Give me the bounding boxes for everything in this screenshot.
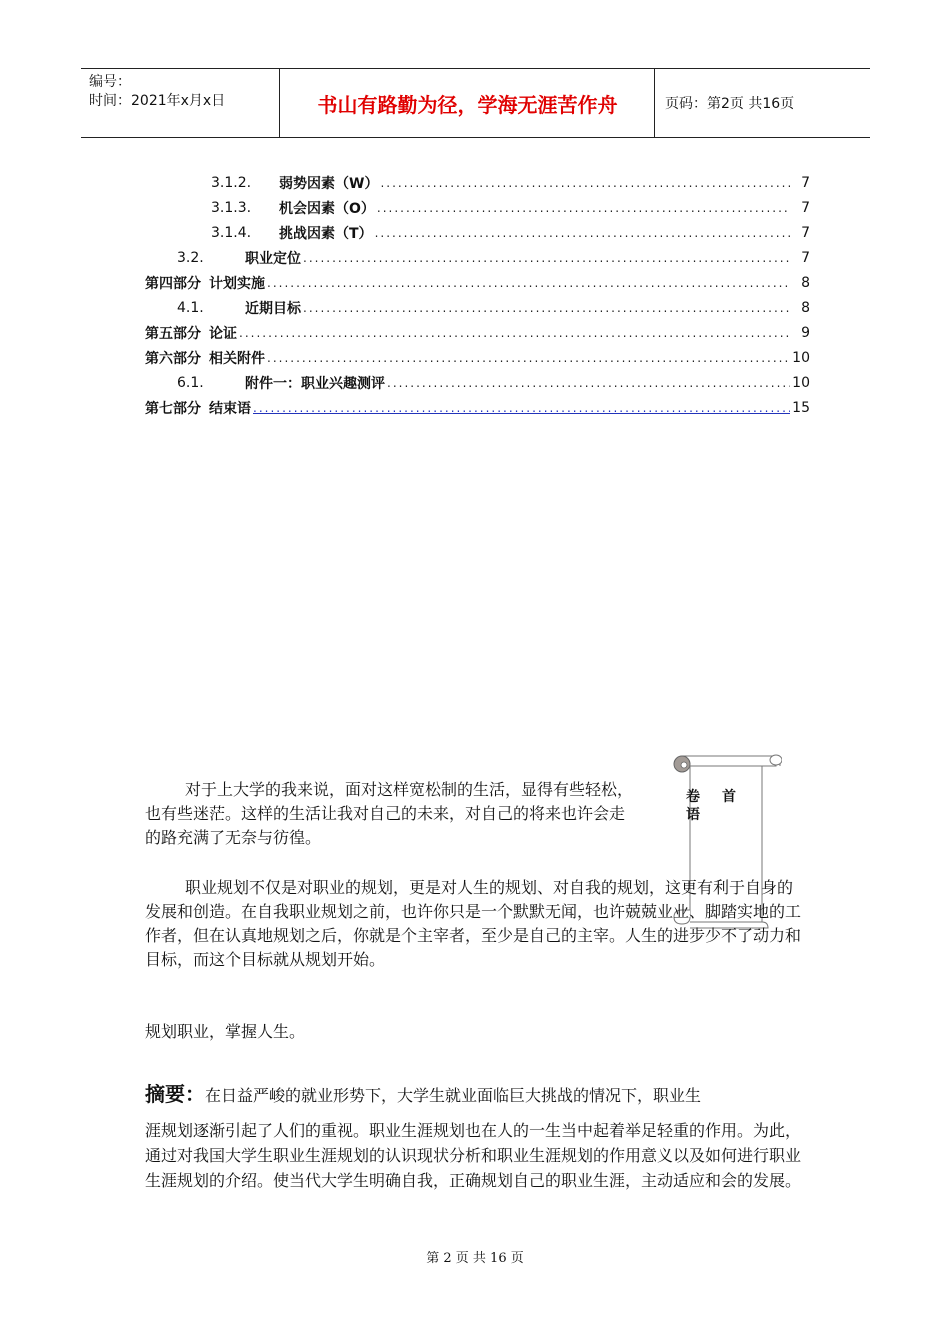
toc-entry-page: 7 [801,199,810,216]
toc-leader-dots [377,201,790,215]
toc-entry[interactable] [145,370,810,395]
toc-leader-dots [380,176,790,190]
scroll-char-3: 语 [686,807,700,823]
header-time: 时间：2021年x月x日 [89,93,226,109]
toc-leader-dots [239,326,790,340]
toc-entry-page: 8 [801,299,810,316]
toc-entry-title: 职业定位 [245,250,301,267]
toc-entry-number: 3.2. [177,249,204,266]
toc-entry[interactable] [145,270,810,295]
toc-entry-number: 3.1.2. [211,174,252,191]
toc-entry-number: 第四部分 [145,275,201,292]
toc-entry[interactable] [145,170,810,195]
header-number: 编号： [89,74,131,90]
toc-entry-title: 附件一：职业兴趣测评 [245,375,385,392]
toc-entry-number: 第五部分 [145,325,201,342]
toc-entry-number: 第七部分 [145,400,201,417]
toc-leader-dots [303,301,790,315]
page-footer: 第 2 页 共 16 页 [426,1251,524,1266]
toc-entry[interactable] [145,295,810,320]
scroll-char-2: 首 [722,789,736,805]
toc-entry-title: 挑战因素（T） [279,225,373,242]
intro-paragraph-1: 对于上大学的我来说，面对这样宽松制的生活，显得有些轻松，也有些迷茫。这样的生活让我对自己的未来，对自己的将来也许会走的路充满了无奈与彷徨。 [145,780,634,847]
toc-entry-title: 结束语 [209,400,251,417]
toc-leader-dots [387,376,790,390]
toc-entry-number: 3.1.4. [211,224,252,241]
toc-leader-dots [267,351,790,365]
abstract-label: 摘要： [145,1082,205,1106]
toc-entry-page: 7 [801,249,810,266]
toc-entry-number: 6.1. [177,374,204,391]
toc-entry-title: 计划实施 [209,275,265,292]
toc-entry[interactable] [145,195,810,220]
toc-entry-page: 7 [801,224,810,241]
toc-entry-number: 4.1. [177,299,204,316]
abstract [145,1082,807,1193]
scroll-char-1: 卷 [686,789,700,805]
intro-paragraph-2: 职业规划不仅是对职业的规划，更是对人生的规划、对自我的规划，这更有利于自身的发展和创造。在自我职业规划之前，也许你只是一个默默无闻，也许兢兢业业、脚踏实地的工作者，但在认真地规划之后，你就是个主宰者，至少是自己的主宰。人生的进步少不了动力和目标，而这个目标就从规划开始。 [145,878,802,969]
toc-entry-page: 10 [792,374,810,391]
toc-leader-dots [375,226,790,240]
toc-entry-number: 第六部分 [145,350,201,367]
abstract-first-line: 在日益严峻的就业形势下，大学生就业面临巨大挑战的情况下，职业生 [205,1086,702,1105]
intro-paragraph-3: 规划职业，掌握人生。 [145,1022,306,1041]
toc-entry-number: 3.1.3. [211,199,252,216]
toc-entry-title: 论证 [209,325,237,342]
toc-leader-dots [253,401,790,415]
toc-entry[interactable] [145,345,810,370]
page-header [81,68,870,138]
header-page-info: 页码：第2页 共16页 [665,96,795,112]
toc-entry-title: 相关附件 [209,350,265,367]
toc-entry-page: 7 [801,174,810,191]
toc-leader-dots [303,251,790,265]
toc-leader-dots [267,276,790,290]
toc-entry[interactable] [145,395,810,420]
toc-entry-title: 近期目标 [245,300,301,317]
toc-entry-title: 弱势因素（W） [279,175,379,192]
toc-entry-page: 10 [792,349,810,366]
header-motto: 书山有路勤为径，学海无涯苦作舟 [281,69,655,137]
table-of-contents [145,170,810,420]
abstract-text: 涯规划逐渐引起了人们的重视。职业生涯规划也在人的一生当中起着举足轻重的作用。为此，通过对我国大学生职业生涯规划的认识现状分析和职业生涯规划的作用意义以及如何进行职业生涯规划的介绍。使当代大学生明确自我，正确规划自己的职业生涯，主动适应和会的发展。 [145,1121,802,1190]
toc-entry-title: 机会因素（O） [279,200,375,217]
toc-entry-page: 8 [801,274,810,291]
toc-entry[interactable] [145,320,810,345]
toc-entry-page: 15 [792,399,810,416]
toc-entry-page: 9 [801,324,810,341]
header-info-cell [81,69,280,137]
toc-entry[interactable] [145,245,810,270]
toc-entry[interactable] [145,220,810,245]
